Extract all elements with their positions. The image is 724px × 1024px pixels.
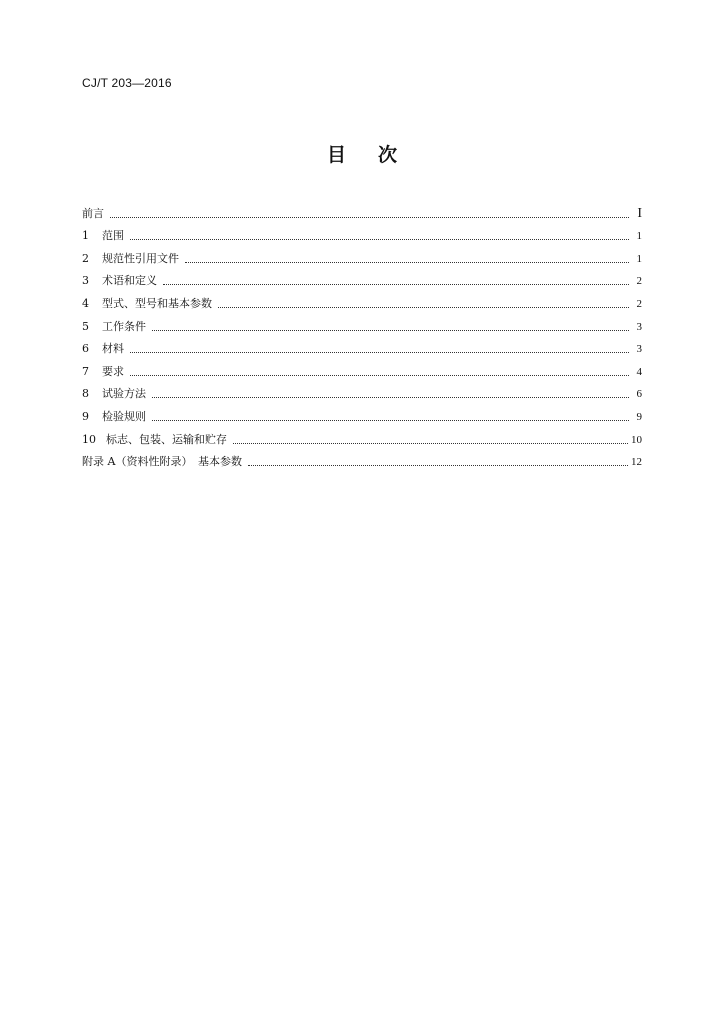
toc-leader-dots <box>152 396 629 398</box>
toc-entry-label <box>82 342 124 356</box>
toc-entry-title: 规范性引用文件 <box>102 251 179 265</box>
toc-entry-6[interactable] <box>82 334 642 357</box>
toc-entry-7[interactable] <box>82 356 642 379</box>
toc-entry-number: 1 <box>82 229 89 243</box>
toc-entry-5[interactable] <box>82 311 642 334</box>
toc-entry-label <box>82 365 124 379</box>
toc-entry-title: 工作条件 <box>102 319 146 333</box>
toc-leader-dots <box>152 329 629 331</box>
toc-entry-label <box>82 229 124 243</box>
toc-entry-number: 9 <box>82 409 89 423</box>
toc-entry-label <box>82 455 242 469</box>
toc-entry-page: 2 <box>636 297 642 310</box>
toc-leader-dots <box>185 261 629 263</box>
toc-entry-title: 检验规则 <box>102 409 146 423</box>
toc-entry-page: I <box>637 205 642 221</box>
toc-entry-label <box>82 274 157 288</box>
toc-entry-page: 3 <box>636 343 642 356</box>
toc-entry-label <box>82 207 104 221</box>
toc-entry-8[interactable] <box>82 379 642 402</box>
toc-entry-page: 12 <box>631 456 642 469</box>
toc-entry-label <box>82 387 146 401</box>
toc-entry-page: 3 <box>636 320 642 333</box>
toc-entry-foreword[interactable] <box>82 198 642 221</box>
toc-entry-number: 8 <box>82 387 89 401</box>
toc-entry-number: 7 <box>82 364 89 378</box>
toc-leader-dots <box>152 419 629 421</box>
toc-entry-3[interactable] <box>82 266 642 289</box>
toc-entry-4[interactable] <box>82 288 642 311</box>
toc-entry-page: 4 <box>636 365 642 378</box>
toc-entry-number: 5 <box>82 319 89 333</box>
toc-entry-title: 型式、型号和基本参数 <box>102 296 212 310</box>
toc-entry-title: 术语和定义 <box>102 274 157 288</box>
toc-entry-10[interactable] <box>82 424 642 447</box>
toc-leader-dots <box>233 442 628 444</box>
toc-leader-dots <box>130 238 629 240</box>
toc-entry-2[interactable] <box>82 243 642 266</box>
toc-entry-label <box>82 297 212 311</box>
toc-entry-label <box>82 320 146 334</box>
toc-entry-label <box>82 252 179 266</box>
toc-entry-title: 标志、包装、运输和贮存 <box>106 432 227 446</box>
toc-entry-page: 2 <box>636 275 642 288</box>
toc-entry-page: 10 <box>631 433 642 446</box>
toc-entry-label <box>82 410 146 424</box>
toc-entry-title: 要求 <box>102 364 124 378</box>
toc-entry-title: 前言 <box>82 206 104 220</box>
toc-entry-9[interactable] <box>82 401 642 424</box>
toc-entry-title: 材料 <box>102 342 124 356</box>
toc-entry-number: 4 <box>82 296 89 310</box>
toc-entry-1[interactable] <box>82 221 642 244</box>
toc-entry-title: 附录 A（资料性附录） 基本参数 <box>82 455 242 469</box>
toc-leader-dots <box>248 464 628 466</box>
toc-leader-dots <box>130 374 629 376</box>
standard-code: CJ/T 203—2016 <box>82 76 172 90</box>
toc-entry-page: 1 <box>636 252 642 265</box>
toc-leader-dots <box>130 351 629 353</box>
toc-leader-dots <box>110 216 629 218</box>
toc-entry-number: 6 <box>82 342 89 356</box>
toc-entry-appendix-a[interactable] <box>82 447 642 470</box>
toc-title: 目次 <box>326 144 429 166</box>
toc-entry-page: 1 <box>636 230 642 243</box>
toc-entry-label <box>82 433 227 447</box>
toc-entry-title: 试验方法 <box>102 387 146 401</box>
toc-leader-dots <box>218 306 629 308</box>
toc-leader-dots <box>163 283 629 285</box>
toc-entry-title: 范围 <box>102 229 124 243</box>
toc-entry-number: 3 <box>82 274 89 288</box>
toc-entry-page: 6 <box>636 388 642 401</box>
toc-entry-number: 10 <box>82 432 96 446</box>
toc-entry-number: 2 <box>82 251 89 265</box>
toc-entry-page: 9 <box>636 410 642 423</box>
table-of-contents <box>82 198 642 469</box>
